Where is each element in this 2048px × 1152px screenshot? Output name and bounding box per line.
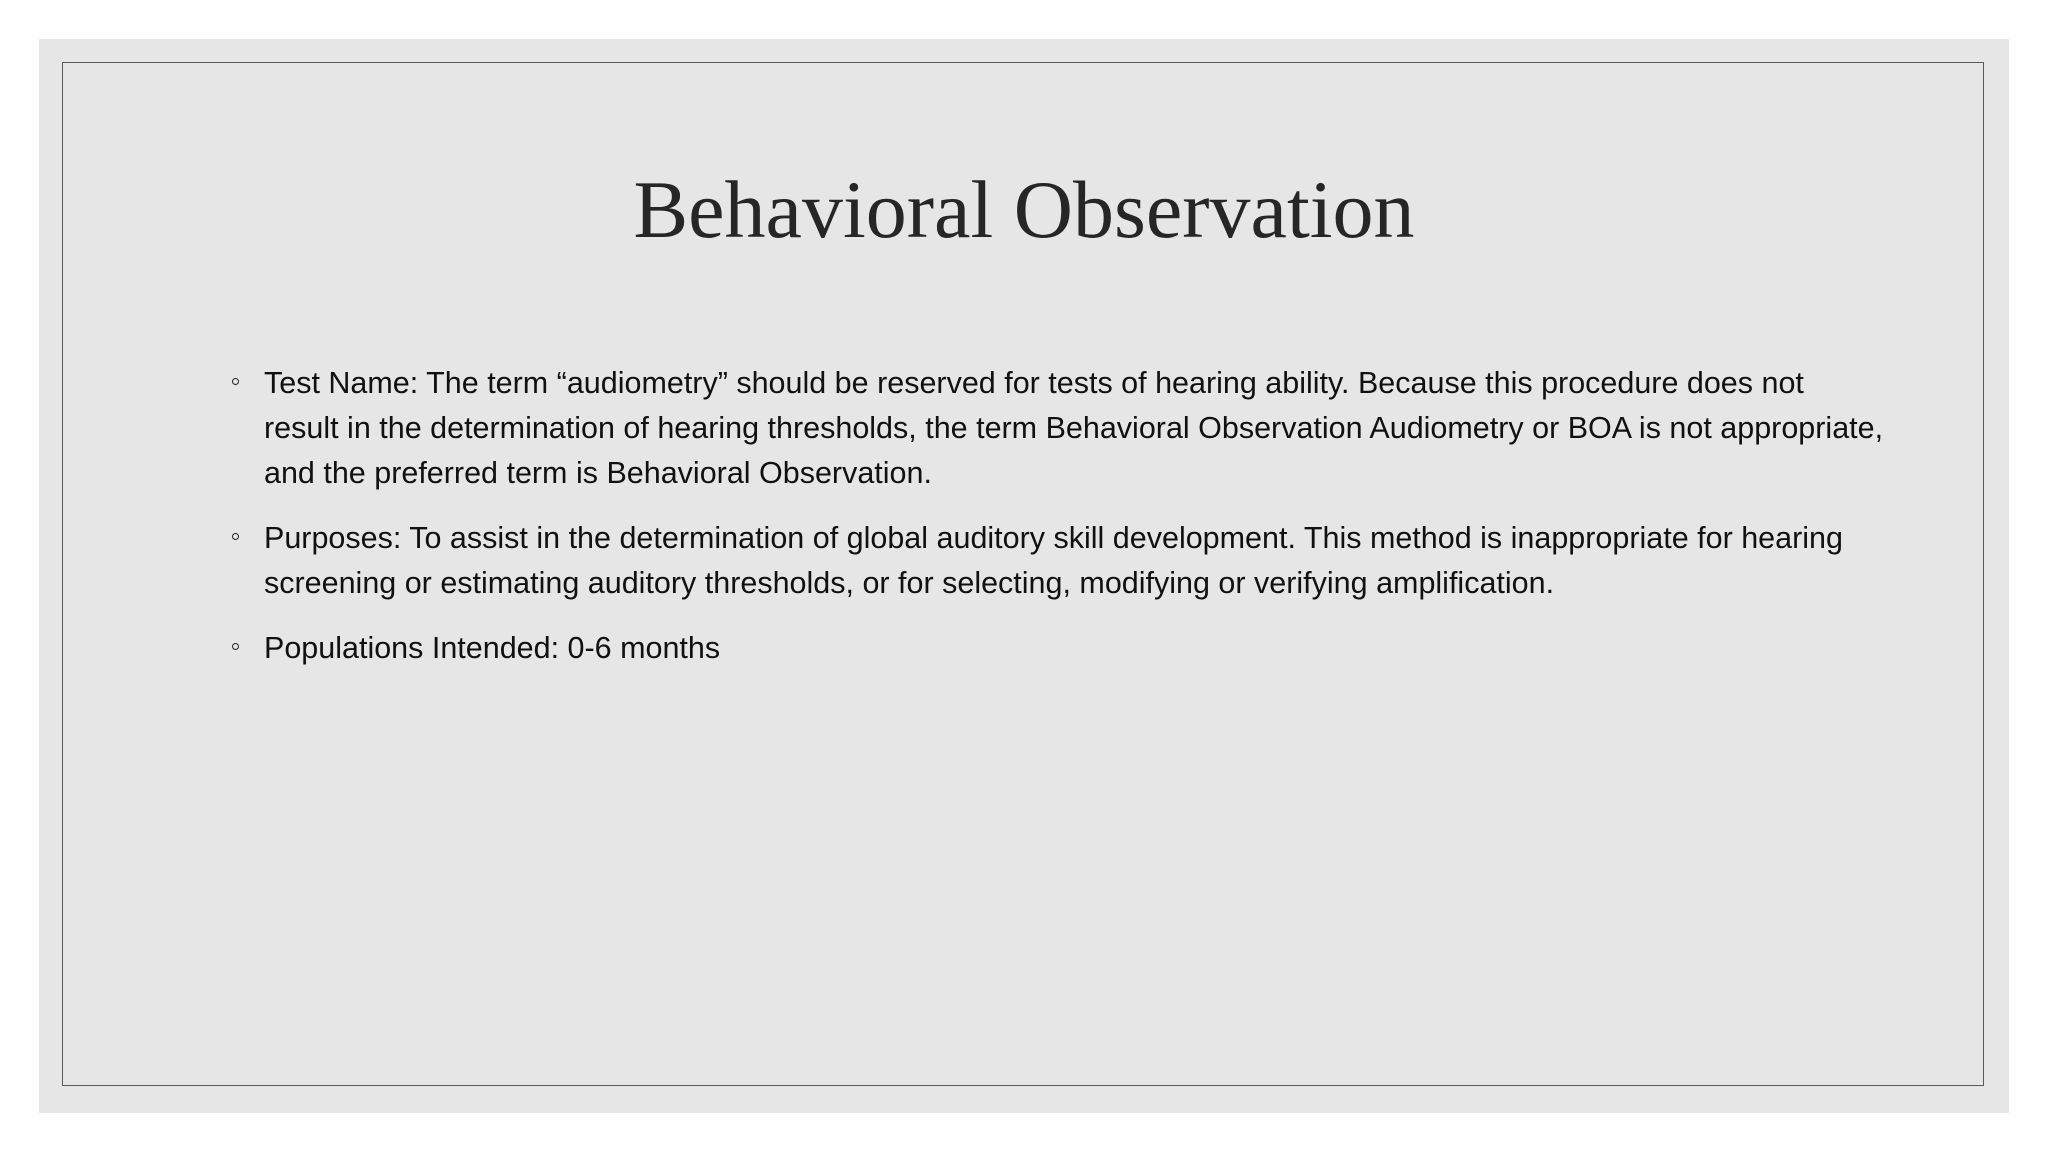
circle-bullet-icon <box>232 533 239 540</box>
bullet-item-test-name <box>226 361 1886 496</box>
bullet-text: Test Name: The term “audiometry” should be reserved for tests of hearing ability. Because this procedure does not result in the determination of hearing thresholds, the term Behavioral Observation Audiometry or BOA is not appropriate, and the preferred term is Behavioral Observation. <box>264 366 1884 490</box>
slide <box>39 39 2009 1113</box>
bullet-list <box>226 361 1886 691</box>
circle-bullet-icon <box>232 643 239 650</box>
bullet-text: Populations Intended: 0-6 months <box>264 631 721 665</box>
circle-bullet-icon <box>232 378 239 385</box>
bullet-item-purposes <box>226 516 1886 606</box>
bullet-text: Purposes: To assist in the determination of global auditory skill development. This method is inappropriate for hearing screening or estimating auditory thresholds, or for selecting, modifying or verifying amplification. <box>264 521 1843 600</box>
slide-title: Behavioral Observation <box>633 164 1415 255</box>
bullet-item-populations <box>226 626 1886 671</box>
